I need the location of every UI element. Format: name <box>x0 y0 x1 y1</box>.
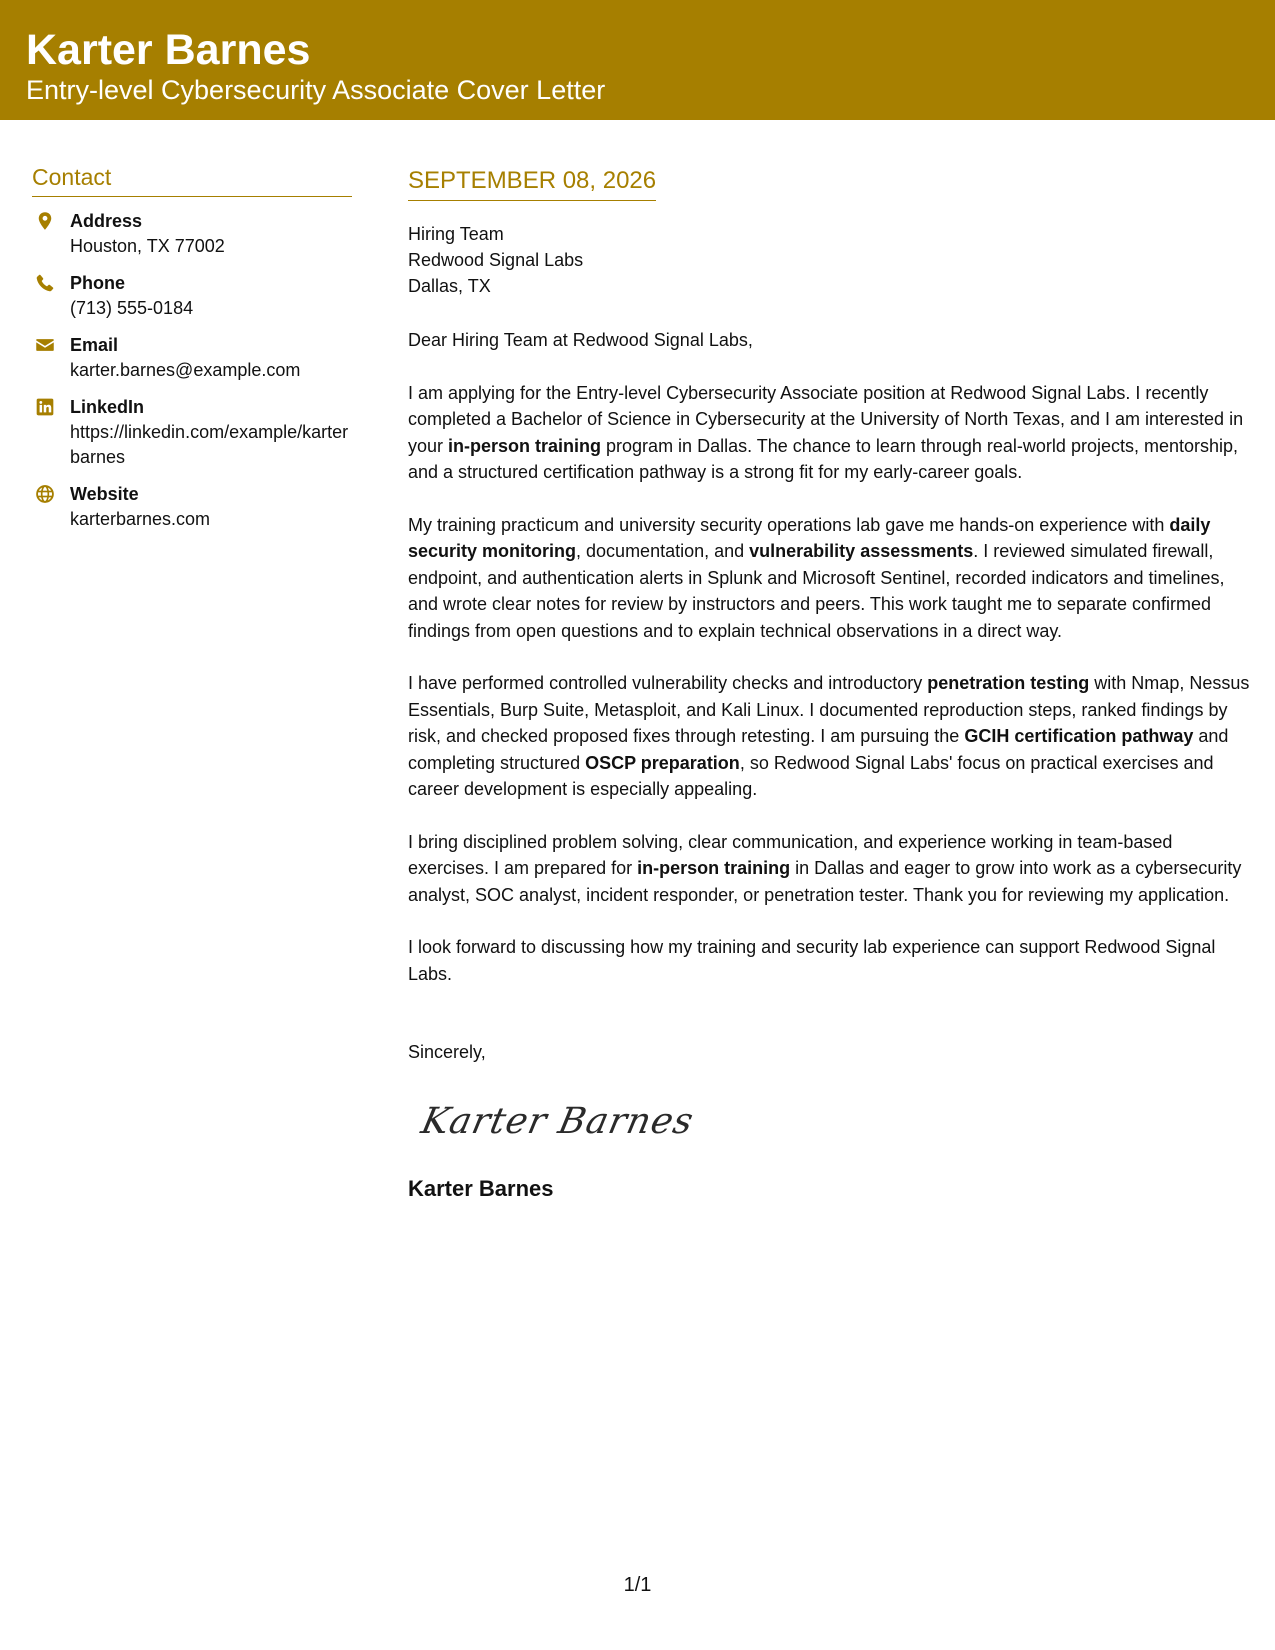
salutation: Dear Hiring Team at Redwood Signal Labs, <box>408 330 753 350</box>
body-text: in Dallas and eager to grow into work as a cybersecurity analyst, SOC analyst, incident responder, or penetration tester. Thank you for reviewing my application. <box>408 858 1242 905</box>
linkedin-icon <box>35 397 57 419</box>
contact-email-label: Email <box>70 335 119 355</box>
body-text: I am applying for the Entry-level Cybersecurity Associate position at Redwood Signal Labs. I recently completed a Bachelor of Science in Cybersecurity at the University of North Texas, and I am interested in your <box>408 382 1244 456</box>
contact-email <box>32 333 352 383</box>
body-paragraph <box>408 934 1250 987</box>
signer-name: Karter Barnes <box>408 1175 554 1201</box>
body-paragraph <box>408 512 1250 645</box>
body-paragraph <box>408 670 1250 803</box>
body-text: . I reviewed simulated firewall, endpoint, and authentication alerts in Splunk and Microsoft Sentinel, recorded indicators and timelines, and wrote clear notes for review by instructors and peers. This work taught me to separate confirmed findings from open questions and to explain technical observations in a direct way. <box>408 541 1225 641</box>
emphasis-text: penetration testing <box>927 673 1090 693</box>
contact-linkedin-value: https://linkedin.com/example/karterbarnes <box>70 422 349 467</box>
envelope-icon <box>35 335 57 357</box>
emphasis-text: GCIH certification pathway <box>964 726 1194 746</box>
body-paragraph <box>408 380 1250 486</box>
contact-linkedin-label: LinkedIn <box>70 397 145 417</box>
contact-phone <box>32 271 352 321</box>
contact-list <box>32 209 352 532</box>
contact-linkedin <box>32 395 352 470</box>
contact-sidebar <box>32 160 352 544</box>
applicant-name: Karter Barnes <box>26 26 311 74</box>
contact-phone-value: (713) 555-0184 <box>70 298 194 318</box>
phone-icon <box>35 273 57 295</box>
body-text: with Nmap, Nessus Essentials, Burp Suite, Metasploit, and Kali Linux. I documented reproduction steps, ranked findings by risk, and checked proposed fixes through retesting. I am pursuing the <box>408 673 1250 746</box>
recipient-line: Hiring Team <box>408 224 504 244</box>
contact-address-label: Address <box>70 211 143 231</box>
body-text: , documentation, and <box>576 541 750 561</box>
body-text: My training practicum and university security operations lab gave me hands-on experience with <box>408 514 1170 535</box>
page-number: 1/1 <box>623 1574 652 1596</box>
emphasis-text: in-person training <box>448 435 602 456</box>
body-text: I look forward to discussing how my training and security lab experience can support Redwood Signal Labs. <box>408 937 1216 984</box>
recipient-line: Dallas, TX <box>408 276 491 296</box>
contact-website-value: karterbarnes.com <box>70 509 211 529</box>
recipient-line: Redwood Signal Labs <box>408 250 584 270</box>
body-paragraph <box>408 829 1250 909</box>
globe-icon <box>35 484 57 506</box>
recipient-block <box>408 221 1250 299</box>
location-pin-icon <box>35 211 57 233</box>
handwritten-signature <box>417 1094 1250 1150</box>
emphasis-text: in-person training <box>637 858 791 878</box>
signature-text: Karter Barnes <box>417 1100 698 1142</box>
document-subtitle: Entry-level Cybersecurity Associate Cover Letter <box>26 75 606 105</box>
page-header <box>0 0 1275 120</box>
contact-email-value: karter.barnes@example.com <box>70 360 301 380</box>
body-text: I bring disciplined problem solving, clear communication, and experience working in team-based exercises. I am prepared for <box>408 831 1173 878</box>
closing: Sincerely, <box>408 1042 486 1062</box>
body-text: program in Dallas. The chance to learn through real-world projects, mentorship, and a structured certification pathway is a strong fit for my early-career goals. <box>408 435 1239 482</box>
contact-address-value: Houston, TX 77002 <box>70 236 225 256</box>
emphasis-text: vulnerability assessments <box>749 541 974 561</box>
letter-body <box>408 164 1250 1204</box>
body-text: , so Redwood Signal Labs' focus on practical exercises and career development is especially appealing. <box>408 752 1214 799</box>
contact-website <box>32 482 352 532</box>
contact-address <box>32 209 352 259</box>
emphasis-text: daily security monitoring <box>408 514 1211 561</box>
contact-website-label: Website <box>70 484 139 504</box>
letter-date: SEPTEMBER 08, 2026 <box>408 164 656 201</box>
contact-heading: Contact <box>32 160 352 197</box>
contact-phone-label: Phone <box>70 273 126 293</box>
emphasis-text: OSCP preparation <box>585 752 740 773</box>
body-text: I have performed controlled vulnerability checks and introductory <box>408 673 928 693</box>
body-text: and completing structured <box>408 726 1229 773</box>
